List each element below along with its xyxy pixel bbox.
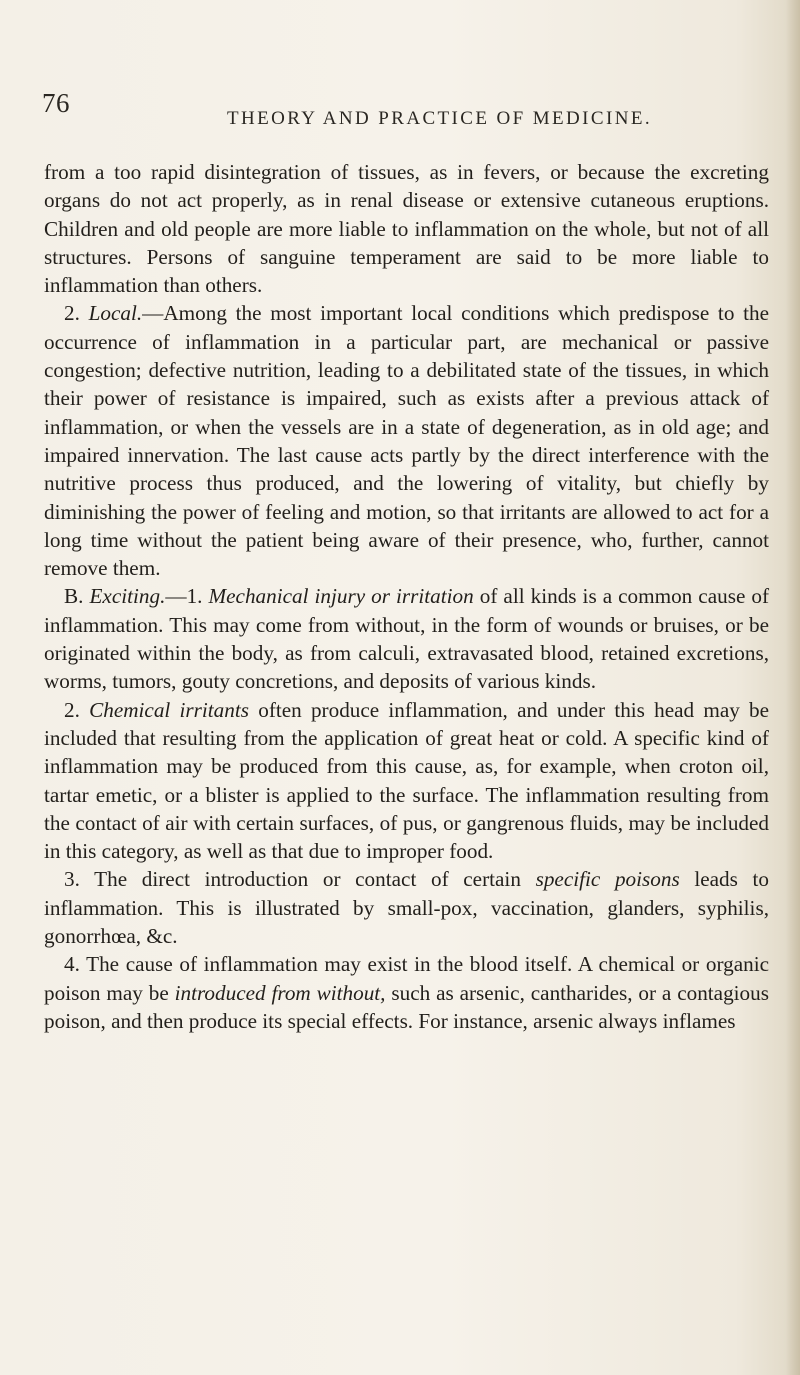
paragraph-text-after: such as arsenic, cantharides, or a contagious poison, and then produce its special effects. For instance, arsenic always inflames <box>44 980 769 1033</box>
paragraph-number: 2. <box>64 697 80 722</box>
paragraph-blood-cause <box>44 950 769 1035</box>
page-header <box>42 88 762 140</box>
paragraph-local <box>44 299 769 582</box>
page-edge-shadow <box>786 0 800 1375</box>
paragraph-subnumber: —1. <box>165 584 203 609</box>
paragraph-label: Exciting. <box>89 584 166 609</box>
paragraph-exciting <box>44 582 769 695</box>
paragraph-number: 3. <box>64 867 80 892</box>
paragraph-number: 4. <box>64 952 80 977</box>
running-head: THEORY AND PRACTICE OF MEDICINE. <box>227 108 652 129</box>
paragraph-text: of all kinds is a common cause of inflammation. This may come from without, in the form of wounds or bruises, or be originated within the body, as from calculi, extravasated blood, retained excretions, worms, tumors, gouty concretions, and deposits of various kinds. <box>44 584 770 694</box>
page-number: 76 <box>42 88 70 118</box>
paragraph-label: Local. <box>88 301 143 326</box>
paragraph-text: —Among the most important local conditions which predispose to the occurrence of inflammation in a particular part, are mechanical or passive congestion; defective nutrition, leading to a debilitated state of the tissues, in which their power of resistance is impaired, such as exists after a previous attack of inflammation, or when the vessels are in a state of degeneration, as in old age; and impaired innervation. The last cause acts partly by the direct interference with the nutritive process thus produced, and the lowering of vitality, but chiefly by diminishing the power of feeling and motion, so that irritants are allowed to act for a long time without the patient being aware of their presence, who, further, cannot remove them. <box>44 301 770 581</box>
paragraph-text-before: The direct introduction or contact of certain <box>94 867 521 892</box>
paragraph-number: B. <box>64 584 84 609</box>
paragraph-italic: introduced from without, <box>174 980 386 1005</box>
paragraph-sublabel: Mechanical injury or irritation <box>208 584 474 609</box>
paragraph-number: 2. <box>64 301 80 326</box>
paragraph-text-after: leads to inflammation. This is illustrated by small-pox, vaccination, glanders, syphilis, gonorrhœa, &c. <box>44 867 770 949</box>
paragraph-text: from a too rapid disintegration of tissues, as in fevers, or because the excreting organs do not act properly, as in renal disease or extensive cutaneous eruptions. Children and old people are more liable to inflammation on the whole, but not of all structures. Persons of sanguine temperament are said to be more liable to inflammation than others. <box>44 160 769 298</box>
paragraph-text-before: The cause of inflammation may exist in the blood itself. A chemical or organic poison may be <box>44 952 770 1005</box>
paragraph-specific-poisons <box>44 865 769 950</box>
paragraph-continuation <box>44 158 769 299</box>
paragraph-chemical-irritants <box>44 696 769 866</box>
paragraph-italic: specific poisons <box>535 867 680 892</box>
body-text <box>44 158 769 1035</box>
paragraph-label: Chemical irritants <box>89 697 249 722</box>
paragraph-text: often produce inflammation, and under this head may be included that resulting from the application of great heat or cold. A specific kind of inflammation may be produced from this cause, as, for example, when croton oil, tartar emetic, or a blister is applied to the surface. The inflammation resulting from the contact of air with certain surfaces, of pus, or gangrenous fluids, may be included in this category, as well as that due to improper food. <box>44 697 770 864</box>
